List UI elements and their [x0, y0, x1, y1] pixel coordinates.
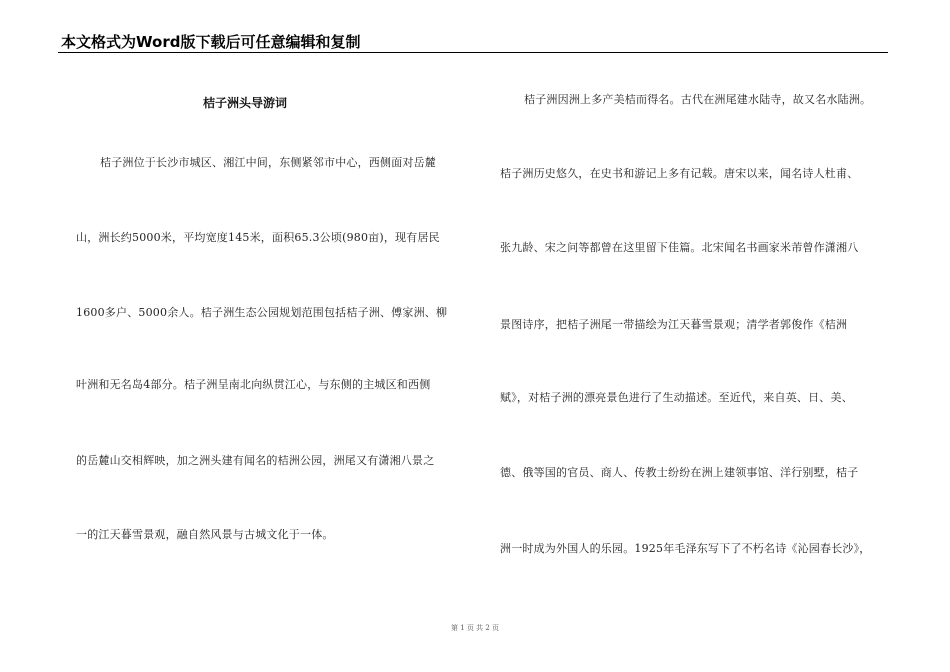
header-rule [58, 52, 888, 53]
text-line: 桔子洲历史悠久，在史书和游记上多有记载。唐宋以来，闻名诗人杜甫、 [500, 167, 859, 180]
text-line: 张九龄、宋之问等都曾在这里留下佳篇。北宋闻名书画家米芾曾作潇湘八 [500, 241, 859, 254]
text-line: 的岳麓山交相辉映，加之洲头建有闻名的桔洲公园，洲尾又有潇湘八景之 [76, 454, 435, 467]
text-line: 桔子洲位于长沙市城区、湘江中间，东侧紧邻市中心，西侧面对岳麓 [100, 156, 436, 169]
document-title: 桔子洲头导游词 [203, 96, 288, 110]
text-line: 1600多户、5000余人。桔子洲生态公园规划范围包括桔子洲、傅家洲、柳 [76, 306, 448, 319]
text-line: 德、俄等国的官员、商人、传教士纷纷在洲上建领事馆、洋行别墅，桔子 [500, 466, 859, 479]
text-line: 景图诗序，把桔子洲尾一带描绘为江天暮雪景观；清学者郭俊作《桔洲 [500, 318, 848, 331]
text-line: 一的江天暮雪景观，融自然风景与古城文化于一体。 [76, 528, 334, 541]
text-line: 叶洲和无名岛4部分。桔子洲呈南北向纵贯江心，与东侧的主城区和西侧 [76, 378, 431, 391]
download-banner: 本文格式为Word版下载后可任意编辑和复制 [61, 33, 361, 51]
text-line: 赋》，对桔子洲的漂亮景色进行了生动描述。至近代，来自英、日、美、 [500, 391, 853, 404]
page-number: 第 1 页 共 2 页 [450, 624, 500, 632]
text-line: 桔子洲因洲上多产美桔而得名。古代在洲尾建水陆寺，故又名水陆洲。 [524, 93, 872, 106]
text-line: 洲一时成为外国人的乐园。1925年毛泽东写下了不朽名诗《沁园春长沙》， [500, 542, 871, 555]
text-line: 山，洲长约5000米，平均宽度145米，面积65.3公顷(980亩)，现有居民 [76, 231, 440, 244]
